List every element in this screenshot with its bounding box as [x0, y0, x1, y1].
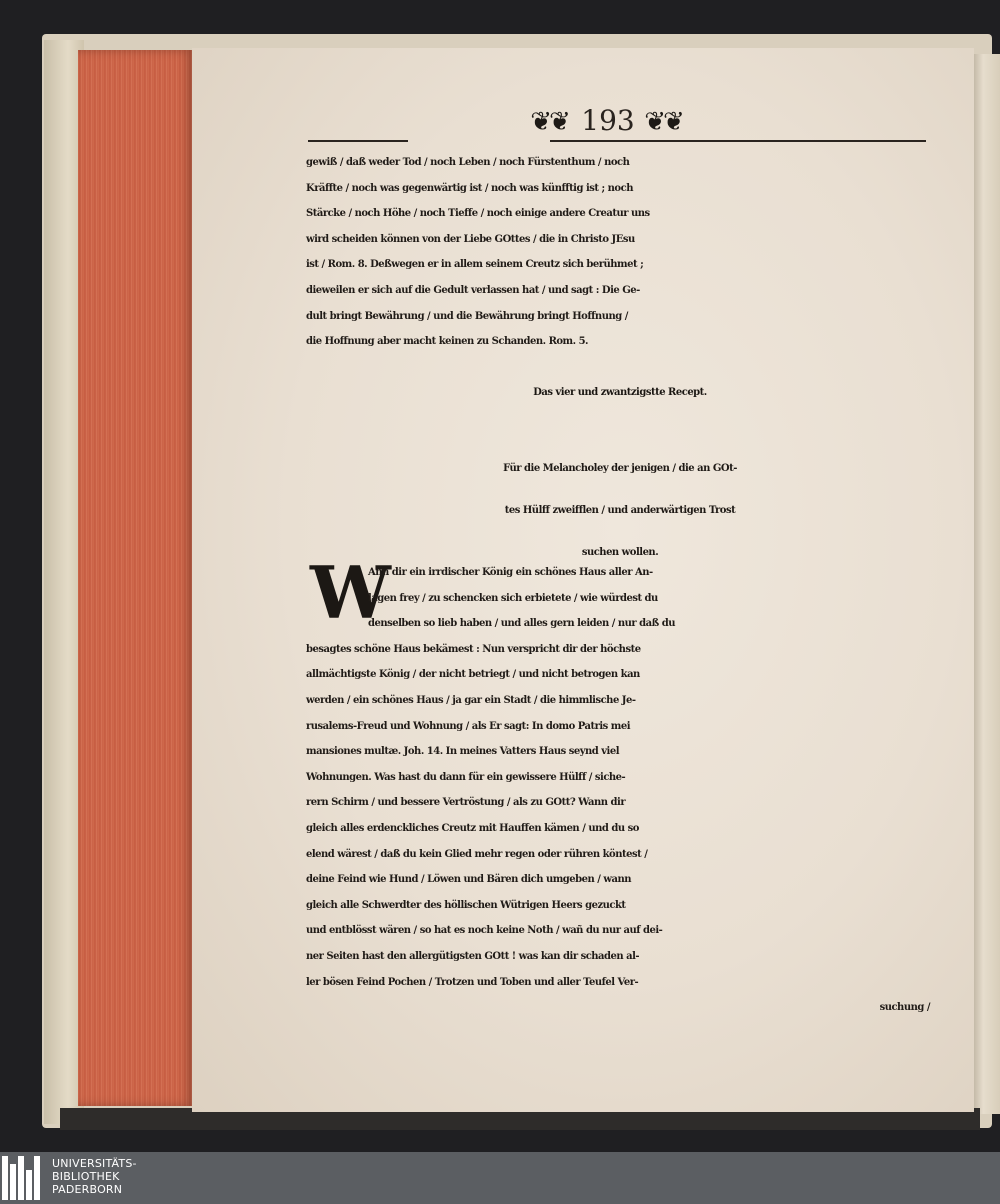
- header-rule-left: [308, 140, 408, 142]
- subheading-line: tes Hülff zweifflen / und anderwärtigen Trost: [504, 505, 736, 516]
- text-line: besagtes schöne Haus bekämest : Nun verspricht dir der höchste: [306, 643, 641, 655]
- text-line: rern Schirm / und bessere Vertröstung / als zu GOtt? Wann dir: [306, 797, 626, 809]
- catchword: suchung /: [879, 1002, 930, 1014]
- text-line: dult bringt Bewährung / und die Bewährung bringt Hoffnung /: [306, 310, 628, 322]
- text-line: ler bösen Feind Pochen / Trotzen und Toben und aller Teufel Ver-: [306, 976, 639, 988]
- text-line: und entblösst wären / so hat es noch keine Noth / wañ du nur auf dei-: [306, 925, 663, 937]
- text-line: ner Seiten hast den allergütigsten GOtt ! was kan dir schaden al-: [306, 950, 640, 962]
- library-name-line: UNIVERSITÄTS-: [52, 1157, 137, 1170]
- text-line: werden / ein schönes Haus / ja gar ein Stadt / die himmlische Je-: [306, 694, 636, 706]
- text-line: wird scheiden können von der Liebe GOttes / die in Christo JEsu: [306, 233, 635, 245]
- text-line: Kräffte / noch was gegenwärtig ist / noch was künfftig ist ; noch: [306, 182, 633, 194]
- page-header: [300, 104, 940, 146]
- right-page-edge: [972, 54, 1000, 1114]
- text-line: Wohnungen. Was hast du dann für ein gewissere Hülff / siche-: [306, 771, 626, 783]
- header-rule-right: [550, 140, 926, 142]
- library-name: [52, 1157, 137, 1196]
- recipe-heading: Das vier und zwantzigstte Recept.: [533, 387, 707, 398]
- library-logo-icon: [0, 1156, 46, 1200]
- drop-cap: W: [310, 550, 391, 635]
- text-line: deine Feind wie Hund / Löwen und Bären dich umgeben / wann: [306, 874, 632, 886]
- page-edges: [78, 50, 194, 1106]
- text-line: gewiß / daß weder Tod / noch Leben / noch Fürstenthum / noch: [306, 157, 630, 168]
- paragraph-1: [306, 150, 936, 355]
- text-line: Stärcke / noch Höhe / noch Tieffe / noch einige andere Creatur uns: [306, 208, 650, 220]
- text-line: die Hoffnung aber macht keinen zu Schanden. Rom. 5.: [306, 336, 589, 348]
- library-name-line: PADERBORN: [52, 1183, 123, 1196]
- paragraph-2: [306, 560, 936, 1021]
- text-line: dieweilen er sich auf die Gedult verlassen hat / und sagt : Die Ge-: [306, 284, 640, 296]
- page-number: 193: [581, 104, 635, 137]
- library-footer: [0, 1152, 1000, 1204]
- text-line: mansiones multæ. Joh. 14. In meines Vatters Haus seynd viel: [306, 746, 620, 758]
- ornament-left-icon: ❦❦: [530, 107, 568, 137]
- text-line: gleich alle Schwerdter des höllischen Wütrigen Heers gezuckt: [306, 899, 626, 911]
- text-line: gleich alles erdenckliches Creutz mit Hauffen kämen / und du so: [306, 822, 639, 834]
- text-line: allmächtigste König / der nicht betriegt / und nicht betrogen kan: [306, 669, 640, 681]
- recipe-subheading: [300, 448, 940, 574]
- text-line: rusalems-Freud und Wohnung / als Er sagt: In domo Patris mei: [306, 720, 631, 732]
- library-name-line: BIBLIOTHEK: [52, 1170, 120, 1183]
- subheading-line: Für die Melancholey der jenigen / die an GOt-: [503, 463, 737, 474]
- text-line: Ann dir ein irrdischer König ein schönes Haus aller An-: [368, 567, 653, 578]
- subheading-line: suchen wollen.: [581, 547, 659, 558]
- text-line: denselben so lieb haben / und alles gern leiden / nur daß du: [368, 618, 675, 630]
- text-line: lagen frey / zu schencken sich erbietete / wie würdest du: [368, 592, 658, 604]
- text-line: ist / Rom. 8. Deßwegen er in allem seinem Creutz sich berühmet ;: [306, 259, 644, 271]
- ornament-right-icon: ❦❦: [644, 107, 682, 137]
- text-line: elend wärest / daß du kein Glied mehr regen oder rühren köntest /: [306, 848, 648, 860]
